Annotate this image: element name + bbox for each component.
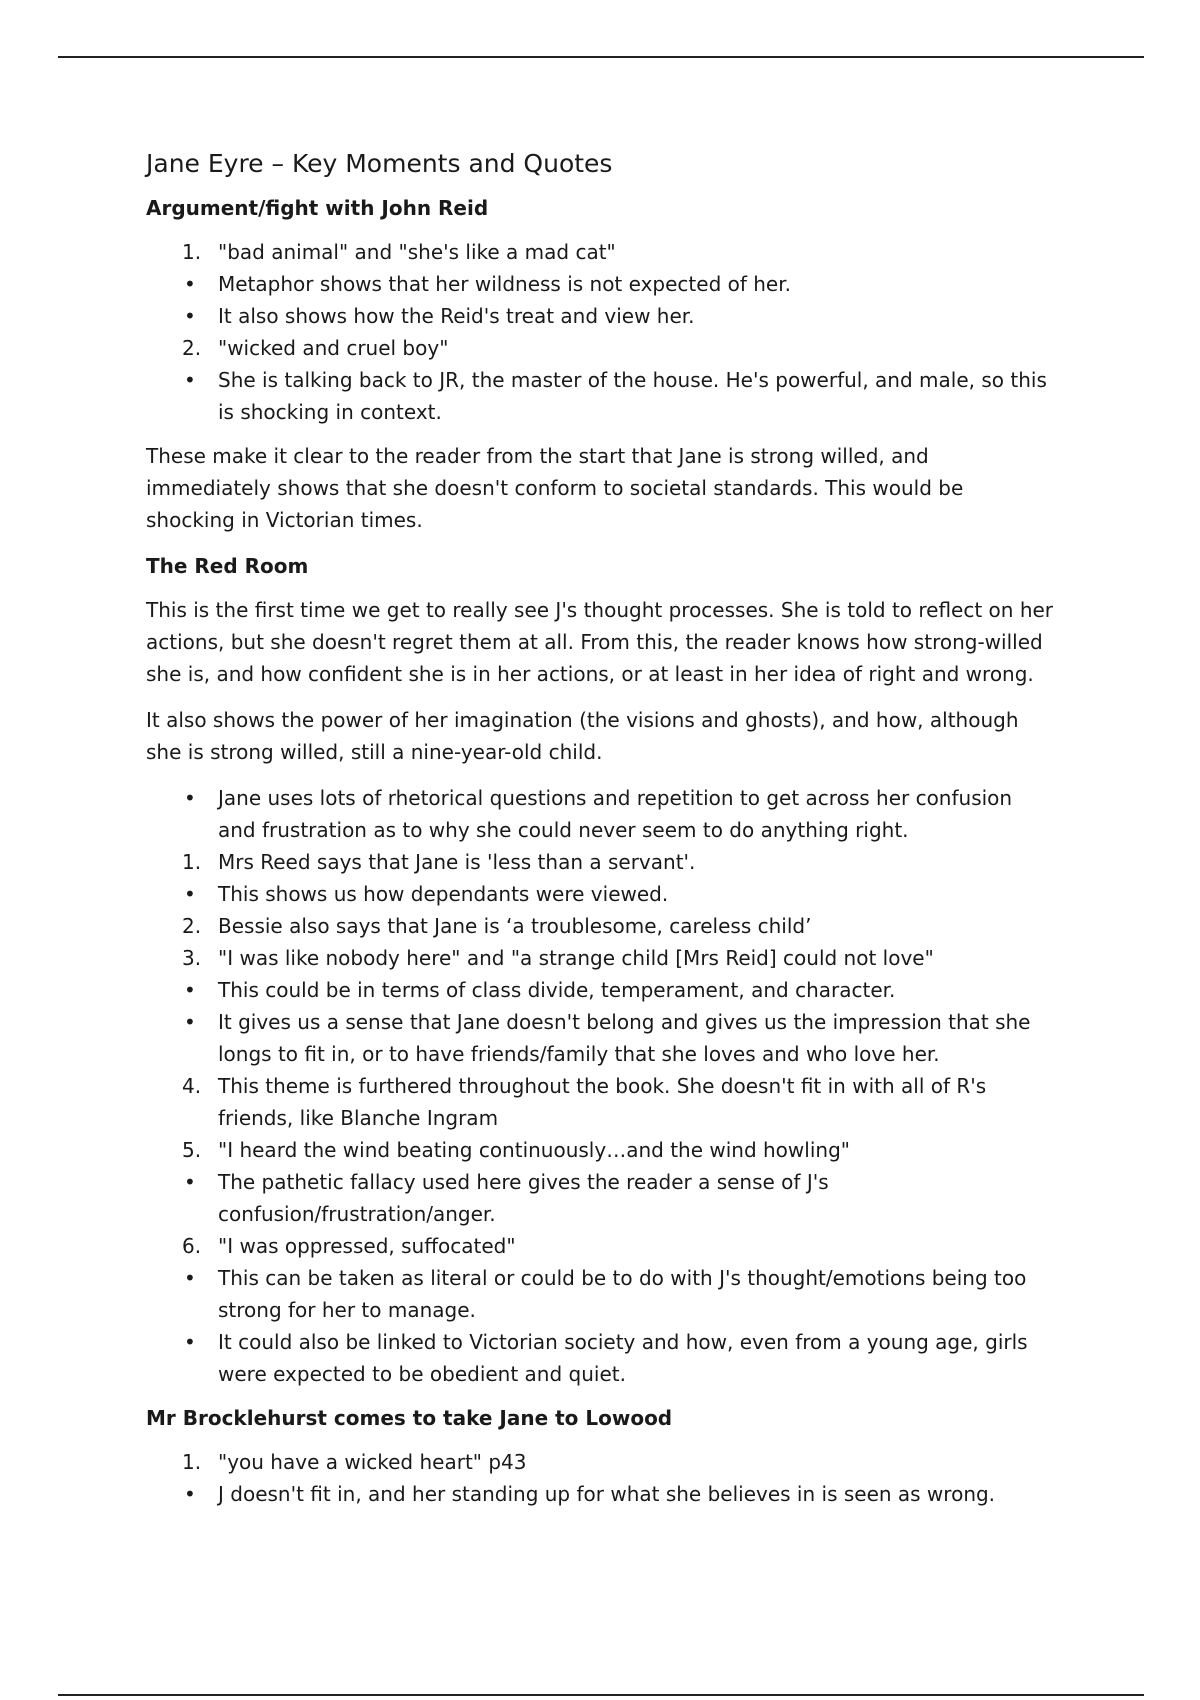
bottom-rule	[58, 1694, 1144, 1696]
list-item-text: Jane uses lots of rhetorical questions and repetition to get across her confusion and frustration as to why she could never seem to do anything right.	[218, 786, 1013, 842]
list-marker: 3.	[182, 946, 202, 970]
list-item-text: It could also be linked to Victorian society and how, even from a young age, girls were expected to be obedient and quiet.	[218, 1330, 1028, 1386]
list-item-text: It also shows how the Reid's treat and view her.	[218, 304, 695, 328]
list-marker: •	[184, 1330, 196, 1354]
list-item	[146, 1134, 1056, 1166]
list-item-text: "bad animal" and "she's like a mad cat"	[218, 240, 616, 264]
list-marker: •	[184, 1266, 196, 1290]
list-item	[146, 846, 1056, 878]
list-item	[146, 1326, 1056, 1390]
list-item	[146, 1070, 1056, 1134]
list-marker: 6.	[182, 1234, 202, 1258]
list-item	[146, 782, 1056, 846]
paragraph: It also shows the power of her imagination (the visions and ghosts), and how, although she is strong willed, still a nine-year-old child.	[146, 708, 1019, 764]
list-item	[146, 268, 1056, 300]
list-item	[146, 364, 1056, 428]
list-item-text: This could be in terms of class divide, temperament, and character.	[218, 978, 896, 1002]
list-marker: •	[184, 368, 196, 392]
quote-list	[146, 1446, 1056, 1510]
list-item-text: "I heard the wind beating continuously…and the wind howling"	[218, 1138, 850, 1162]
list-item-text: Bessie also says that Jane is ‘a troublesome, careless child’	[218, 914, 812, 938]
document-body	[146, 144, 1056, 1522]
list-marker: 4.	[182, 1074, 202, 1098]
list-item	[146, 236, 1056, 268]
list-marker: •	[184, 272, 196, 296]
list-marker: 2.	[182, 336, 202, 360]
list-marker: 2.	[182, 914, 202, 938]
list-marker: •	[184, 978, 196, 1002]
list-item	[146, 1478, 1056, 1510]
list-item	[146, 332, 1056, 364]
page-title: Jane Eyre – Key Moments and Quotes	[146, 149, 613, 178]
list-item-text: "I was oppressed, suffocated"	[218, 1234, 516, 1258]
list-item-text: It gives us a sense that Jane doesn't belong and gives us the impression that she longs to fit in, or to have friends/family that she loves and who love her.	[218, 1010, 1031, 1066]
list-marker: •	[184, 1010, 196, 1034]
list-marker: •	[184, 786, 196, 810]
list-item	[146, 878, 1056, 910]
list-item-text: "I was like nobody here" and "a strange child [Mrs Reid] could not love"	[218, 946, 934, 970]
list-marker: •	[184, 1482, 196, 1506]
list-item-text: This can be taken as literal or could be to do with J's thought/emotions being too strong for her to manage.	[218, 1266, 1027, 1322]
list-item	[146, 974, 1056, 1006]
list-item-text: "you have a wicked heart" p43	[218, 1450, 527, 1474]
list-item-text: This theme is furthered throughout the book. She doesn't fit in with all of R's friends, like Blanche Ingram	[218, 1074, 987, 1130]
list-item	[146, 300, 1056, 332]
list-item	[146, 1446, 1056, 1478]
list-item-text: This shows us how dependants were viewed.	[218, 882, 669, 906]
list-marker: 1.	[182, 850, 202, 874]
list-item	[146, 942, 1056, 974]
top-rule	[58, 56, 1144, 58]
section-heading: The Red Room	[146, 554, 309, 578]
list-item-text: Mrs Reed says that Jane is 'less than a servant'.	[218, 850, 696, 874]
list-marker: 1.	[182, 240, 202, 264]
list-item-text: She is talking back to JR, the master of the house. He's powerful, and male, so this is shocking in context.	[218, 368, 1047, 424]
list-item	[146, 1006, 1056, 1070]
list-item	[146, 910, 1056, 942]
list-marker: 5.	[182, 1138, 202, 1162]
list-marker: •	[184, 1170, 196, 1194]
section-heading: Mr Brocklehurst comes to take Jane to Lowood	[146, 1406, 673, 1430]
quote-list	[146, 236, 1056, 428]
list-item	[146, 1166, 1056, 1230]
list-marker: 1.	[182, 1450, 202, 1474]
list-marker: •	[184, 304, 196, 328]
quote-list	[146, 782, 1056, 1390]
list-marker: •	[184, 882, 196, 906]
paragraph: These make it clear to the reader from the start that Jane is strong willed, and immediately shows that she doesn't conform to societal standards. This would be shocking in Victorian times.	[146, 444, 964, 532]
paragraph: This is the first time we get to really see J's thought processes. She is told to reflect on her actions, but she doesn't regret them at all. From this, the reader knows how strong-willed she is, and how confident she is in her actions, or at least in her idea of right and wrong.	[146, 598, 1054, 686]
section-heading: Argument/fight with John Reid	[146, 196, 489, 220]
list-item-text: The pathetic fallacy used here gives the reader a sense of J's confusion/frustration/anger.	[218, 1170, 829, 1226]
list-item-text: Metaphor shows that her wildness is not expected of her.	[218, 272, 791, 296]
list-item-text: J doesn't fit in, and her standing up for what she believes in is seen as wrong.	[218, 1482, 996, 1506]
list-item-text: "wicked and cruel boy"	[218, 336, 449, 360]
list-item	[146, 1262, 1056, 1326]
list-item	[146, 1230, 1056, 1262]
